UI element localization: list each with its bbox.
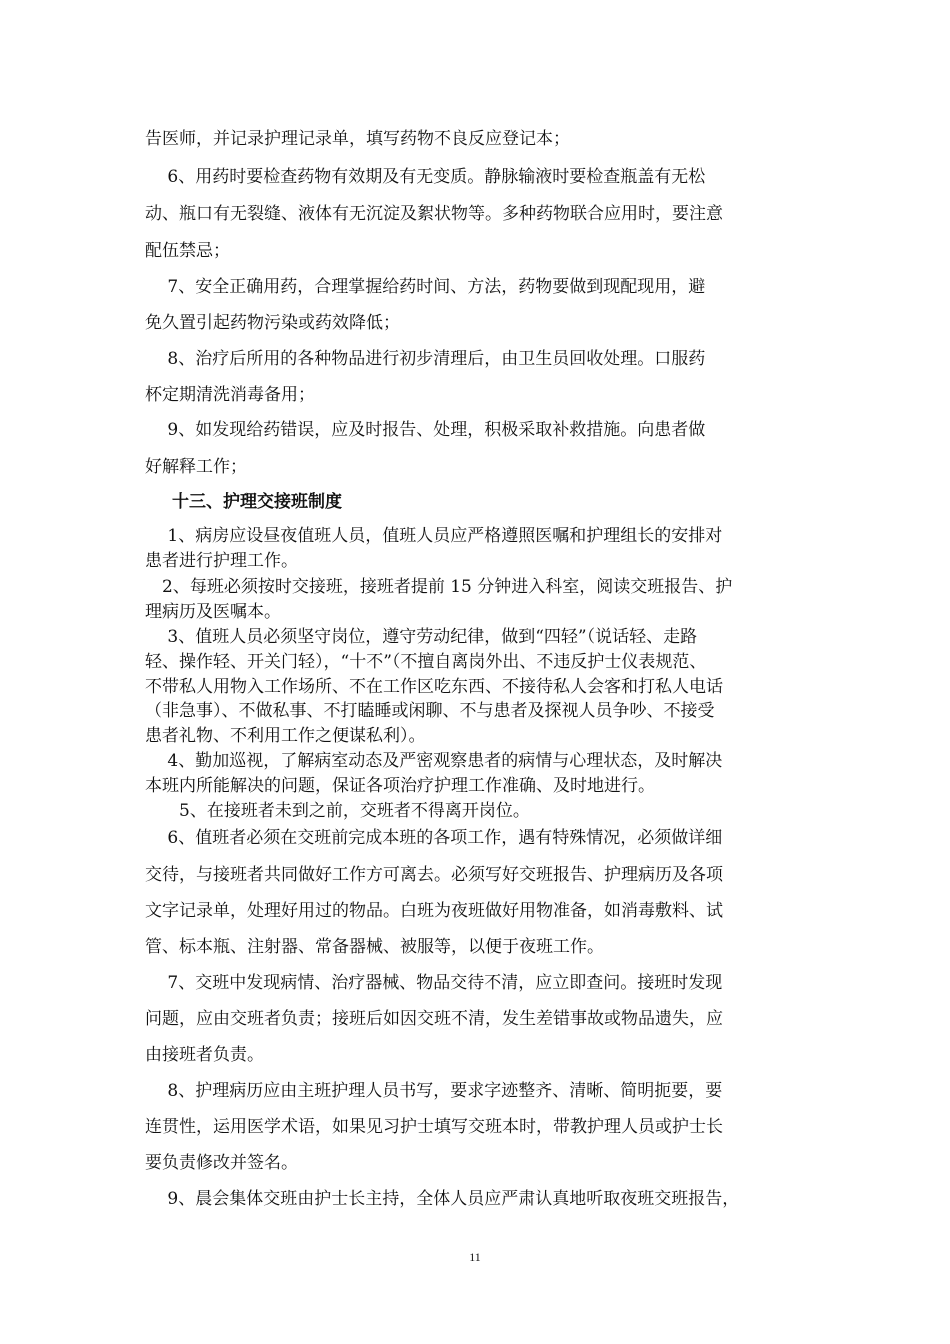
text-line: 9、晨会集体交班由护士长主持，全体人员应严肃认真地听取夜班交班报告， bbox=[145, 1189, 740, 1209]
text-line: 本班内所能解决的问题，保证各项治疗护理工作准确、及时地进行。 bbox=[145, 776, 655, 796]
text-line: 连贯性，运用医学术语，如果见习护士填写交班本时，带教护理人员或护士长 bbox=[145, 1117, 723, 1137]
text-line: 6、值班者必须在交班前完成本班的各项工作，遇有特殊情况，必须做详细 bbox=[145, 828, 723, 848]
page-number: 11 bbox=[469, 1250, 481, 1264]
text-line: 5、在接班者未到之前，交班者不得离开岗位。 bbox=[145, 801, 530, 821]
text-line: 不带私人用物入工作场所、不在工作区吃东西、不接待私人会客和打私人电话 bbox=[145, 677, 723, 697]
text-line: 患者进行护理工作。 bbox=[145, 551, 298, 571]
text-line: 动、瓶口有无裂缝、液体有无沉淀及絮状物等。多种药物联合应用时，要注意 bbox=[145, 204, 723, 224]
text-line: 文字记录单，处理好用过的物品。白班为夜班做好用物准备，如消毒敷料、试 bbox=[145, 901, 723, 921]
text-line: 9、如发现给药错误，应及时报告、处理，积极采取补救措施。向患者做 bbox=[145, 420, 706, 440]
text-line: 7、交班中发现病情、治疗器械、物品交待不清，应立即查问。接班时发现 bbox=[145, 973, 723, 993]
text-line: 8、护理病历应由主班护理人员书写，要求字迹整齐、清晰、简明扼要，要 bbox=[145, 1081, 723, 1101]
text-line: 管、标本瓶、注射器、常备器械、被服等，以便于夜班工作。 bbox=[145, 937, 604, 957]
text-line: 配伍禁忌； bbox=[145, 241, 230, 261]
text-line: 要负责修改并签名。 bbox=[145, 1153, 298, 1173]
text-line: 杯定期清洗消毒备用； bbox=[145, 385, 315, 405]
text-line: 1、病房应设昼夜值班人员，值班人员应严格遵照医嘱和护理组长的安排对 bbox=[145, 526, 723, 546]
text-line: 患者礼物、不利用工作之便谋私利）。 bbox=[145, 726, 426, 746]
text-line: 2、每班必须按时交接班，接班者提前 15 分钟进入科室，阅读交班报告、护 bbox=[145, 577, 733, 597]
text-line: （非急事）、不做私事、不打瞌睡或闲聊、不与患者及探视人员争吵、不接受 bbox=[145, 701, 715, 721]
text-line: 理病历及医嘱本。 bbox=[145, 602, 281, 622]
text-line: 3、值班人员必须坚守岗位，遵守劳动纪律，做到“四轻”（说话轻、走路 bbox=[145, 627, 698, 647]
text-line: 轻、操作轻、开关门轻），“十不”（不擅自离岗外出、不违反护士仪表规范、 bbox=[145, 652, 707, 672]
text-line: 交待，与接班者共同做好工作方可离去。必须写好交班报告、护理病历及各项 bbox=[145, 865, 723, 885]
text-line: 8、治疗后所用的各种物品进行初步清理后，由卫生员回收处理。口服药 bbox=[145, 349, 706, 369]
text-line: 问题，应由交班者负责；接班后如因交班不清，发生差错事故或物品遗失，应 bbox=[145, 1009, 723, 1029]
text-line: 6、用药时要检查药物有效期及有无变质。静脉输液时要检查瓶盖有无松 bbox=[145, 167, 706, 187]
text-line: 告医师，并记录护理记录单，填写药物不良反应登记本； bbox=[145, 129, 570, 149]
section-heading: 十三、护理交接班制度 bbox=[172, 492, 342, 512]
text-line: 4、勤加巡视，了解病室动态及严密观察患者的病情与心理状态，及时解决 bbox=[145, 751, 723, 771]
text-line: 免久置引起药物污染或药效降低； bbox=[145, 313, 400, 333]
text-line: 7、安全正确用药，合理掌握给药时间、方法，药物要做到现配现用，避 bbox=[145, 277, 706, 297]
text-line: 好解释工作； bbox=[145, 457, 247, 477]
text-line: 由接班者负责。 bbox=[145, 1045, 264, 1065]
